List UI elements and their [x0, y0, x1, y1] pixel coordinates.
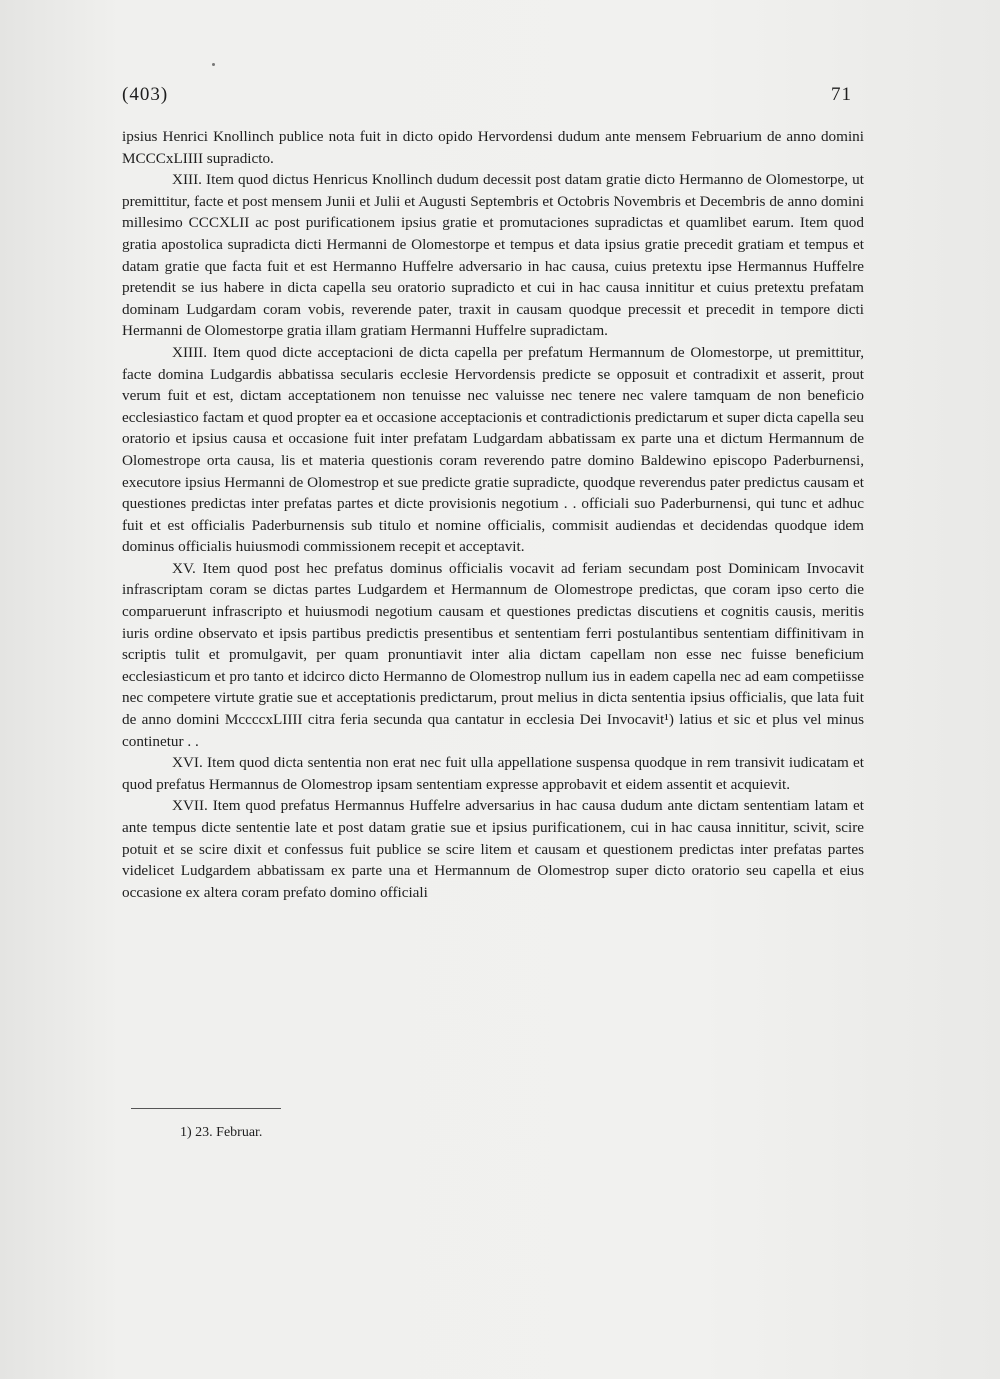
paragraph-xvi: XVI. Item quod dicta sententia non erat nec fuit ulla appellatione suspensa quodque in rem transivit iudicatam et quod prefatus Hermannus de Olomestrop ipsam sententiam expresse approbavit et eidem assentit et acquievit.: [122, 754, 864, 793]
paragraph-xiiii: XIIII. Item quod dicte acceptacioni de dicta capella per prefatum Hermannum de Olomestorpe, ut premittitur, facte domina Ludgardis abbatissa secularis ecclesie Hervordensis predicte se opposuit et contradixit et asserit, prout verum fuit et est, dictam acceptationem non tenuisse nec valuisse nec tenere nec valere tamquam de non beneficio ecclesiastico factam et quod propter ea et occasione acceptacionis et contradictionis predictarum et super dicta capella seu oratorio et ipsius causa et occasione fuit inter prefatam Ludgardam abbatissam ex parte una et dictum Hermannum de Olomestrope orta causa, lis et materia questionis coram reverendo patre domino Baldewino episcopo Paderburnensi, executore ipsius Hermanni de Olomestrop et sue predicte gratie supradicte, quodque reverendus pater predictus causam et questiones predictas inter prefatas partes et dicte provisionis negotium . . officiali suo Paderburnensi, qui tunc et adhuc fuit et est officialis Paderburnensis sub titulo et nomine officialis, commisit audiendas et decidendas quodque idem dominus officialis huiusmodi commissionem recepit et acceptavit.: [122, 343, 864, 556]
footnote: 1) 23. Februar.: [180, 1125, 263, 1140]
paragraph-continuation: ipsius Henrici Knollinch publice nota fuit in dicto opido Hervordensi dudum ante mensem Februarium de anno domini MCCCxLIIII supradicto.: [122, 128, 864, 167]
page-header: [122, 84, 852, 114]
footnote-divider: [131, 1108, 281, 1109]
paper-speck: [212, 63, 215, 66]
paragraph-xv: XV. Item quod post hec prefatus dominus officialis vocavit ad feriam secundam post Dominicam Invocavit infrascriptam coram se dictas partes Ludgardem et Hermannum de Olomestrope predictas, que coram ipso certo die comparuerunt infrascripto et huiusmodi negotium causam et questiones predictas discutiens et cognitis causis, meritis iuris ordine observato et ipsis partibus predictis presentibus et sententiam ferri postulantibus sententiam diffinitivam in scriptis tulit et promulgavit, per quam pronuntiavit inter alia dictam capellam non esse nec fuisse beneficium ecclesiasticum et pro tanto et idcirco dicto Hermanno de Olomestrop nullum ius in eadem capella nec ad eam competiisse nec competere virtute gratie sue et acceptationis predictarum, prout melius in dicta sententia ipsius officialis, que lata fuit de anno domini MccccxLIIII citra feria secunda qua cantatur in ecclesia Dei Invocavit¹) latius et sic et plus vel minus continetur . .: [122, 559, 864, 750]
paragraph-xiii: XIII. Item quod dictus Henricus Knollinch dudum decessit post datam gratie dicto Hermanno de Olomestorpe, ut premittitur, facte et post mensem Junii et Julii et Augusti Septembris et Octobris Novembris et Decembris de anno domini millesimo CCCXLII ac post purificationem ipsius gratie et promutaciones supradictas et quamlibet earum. Item quod gratia apostolica supradicta dicti Hermanni de Olomestorpe et tempus et data ipsius gratie precedit gratiam et tempus et datam gratie que facta fuit et est Hermanno Huffelre adversario in hac causa, cuius pretextu ipse Hermannus Huffelre pretendit se ius habere in dicta capella seu oratorio supradicto et cui in hac causa innititur et cuius pretextu prefatam dominam Ludgardam coram vobis, reverende pater, traxit in causam quodque precessit et precedit in tempore dicti Hermanni de Olomestorpe gratia illam gratiam Hermanni Huffelre supradictam.: [122, 171, 864, 340]
document-number: (403): [122, 84, 169, 105]
body-text: [122, 126, 864, 903]
paragraph-xvii: XVII. Item quod prefatus Hermannus Huffelre adversarius in hac causa dudum ante dictam sententiam latam et ante tempus dicte sententie late et post datam gratie sue et ipsius purificationem, cui in hac causa innititur, scivit, scire potuit et se scire dixit et confessus fuit publice se scire litem et causam et questionem predictas inter prefatas partes videlicet Ludgardem abbatissam ex parte una et Hermannum de Olomestrop super dicto oratorio seu capella et eius occasione ex altera coram prefato domino officiali: [122, 797, 864, 901]
page-number: 71: [831, 84, 852, 105]
